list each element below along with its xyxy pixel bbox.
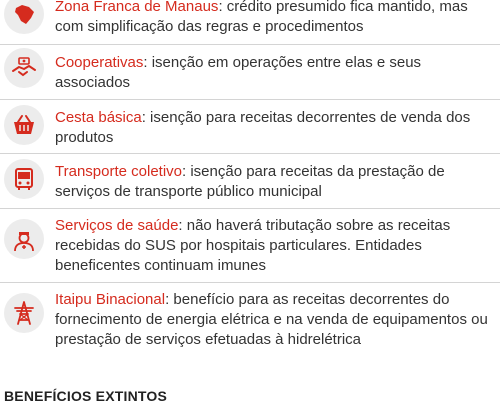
benefit-description: : não haverá tributação sobre as receitas recebidas do SUS por hospitais particulares. Entidades beneficentes continuam imunes xyxy=(55,217,451,274)
separator xyxy=(0,282,500,283)
health-worker-icon xyxy=(4,219,44,259)
separator xyxy=(0,153,500,154)
benefit-title: Itaipu Binacional xyxy=(55,291,166,308)
separator xyxy=(0,208,500,209)
shopping-basket-icon xyxy=(4,105,44,145)
benefit-description: : isenção em operações entre elas e seus associados xyxy=(55,54,422,91)
benefit-description: : isenção para receitas decorrentes de venda dos produtos xyxy=(55,109,471,146)
separator xyxy=(0,99,500,100)
benefit-title: Cooperativas xyxy=(55,54,144,71)
benefit-description: : benefício para as receitas decorrentes do fornecimento de energia elétrica e na venda de equipamentos ou prestação de serviços efetuadas à hidrelétrica xyxy=(55,291,488,348)
benefit-title: Zona Franca de Manaus xyxy=(55,0,219,15)
benefit-text xyxy=(55,53,495,93)
benefit-title: Cesta básica xyxy=(55,109,142,126)
section-title: BENEFÍCIOS EXTINTOS xyxy=(4,388,168,404)
benefit-description: : isenção para receitas da prestação de serviços de transporte público municipal xyxy=(55,163,445,200)
benefit-text xyxy=(55,216,495,276)
benefit-title: Transporte coletivo xyxy=(55,163,183,180)
bus-icon xyxy=(4,159,44,199)
benefit-text xyxy=(55,108,495,148)
benefit-text xyxy=(55,162,495,202)
separator xyxy=(0,44,500,45)
benefit-text xyxy=(55,0,495,37)
benefit-text xyxy=(55,290,495,350)
handshake-money-icon xyxy=(4,48,44,88)
benefit-description: : crédito presumido fica mantido, mas com simplificação das regras e procedimentos xyxy=(55,0,468,35)
benefit-title: Serviços de saúde xyxy=(55,217,179,234)
brazil-map-icon xyxy=(4,0,44,34)
power-tower-icon xyxy=(4,293,44,333)
